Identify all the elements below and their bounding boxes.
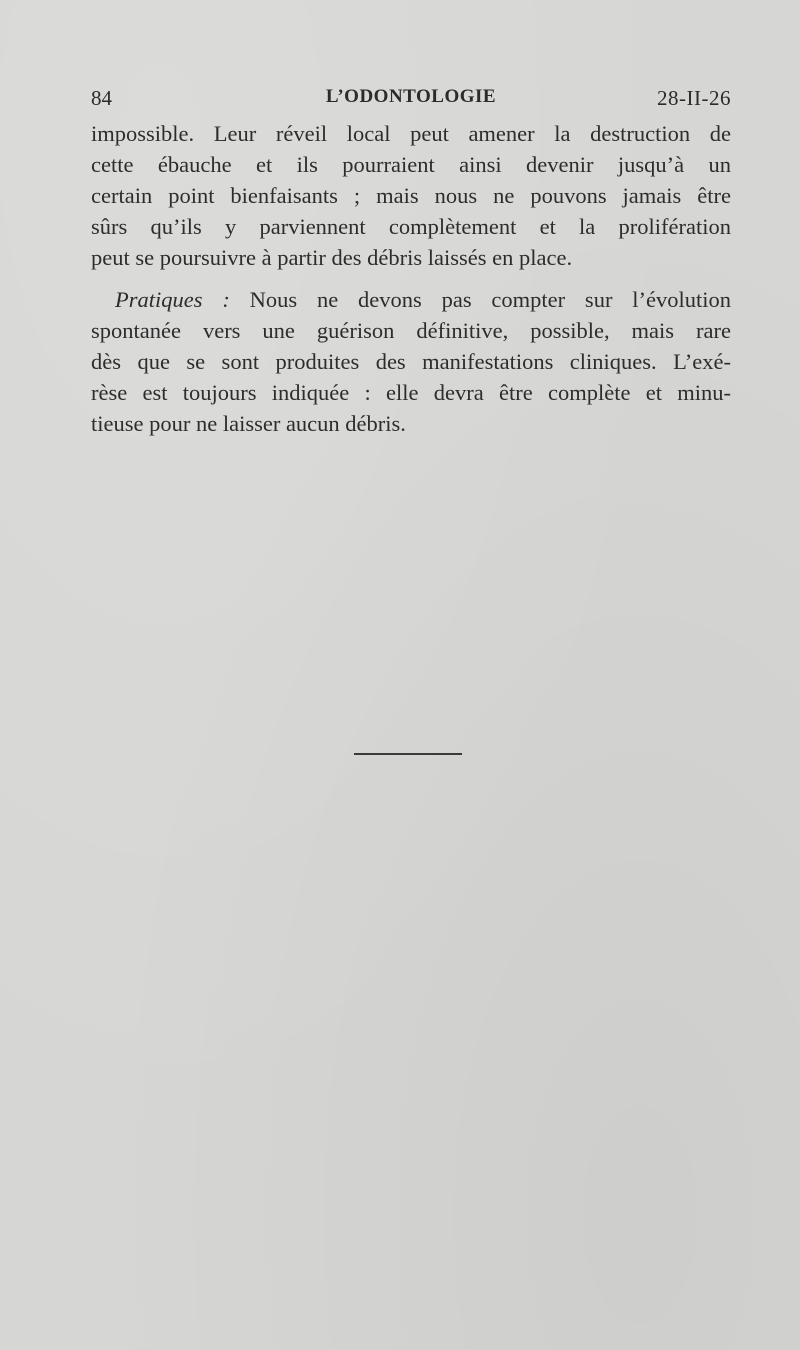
paragraph-1 <box>91 118 731 273</box>
paragraph-lead: Pratiques : <box>115 287 230 312</box>
running-head <box>91 86 731 114</box>
body-text <box>91 118 731 439</box>
issue-date: 28-II-26 <box>657 86 731 110</box>
text-line: spontanée vers une guérison définitive, possible, mais rare <box>91 318 731 343</box>
text-line: dès que se sont produites des manifestations cliniques. L’exé- <box>91 349 731 374</box>
journal-title: L’ODONTOLOGIE <box>325 86 497 107</box>
text-line: peut se poursuivre à partir des débris laissés en place. <box>91 245 573 270</box>
text-line: tieuse pour ne laisser aucun débris. <box>91 411 406 436</box>
text-line <box>91 284 731 315</box>
paragraph-lead-rest: Nous ne devons pas compter sur l’évolution <box>249 287 731 312</box>
end-rule <box>354 753 462 755</box>
text-line: cette ébauche et ils pourraient ainsi devenir jusqu’à un <box>91 152 731 177</box>
page-number: 84 <box>91 86 112 110</box>
text-line: certain point bienfaisants ; mais nous ne pouvons jamais être <box>91 183 731 208</box>
text-line: impossible. Leur réveil local peut amener la destruction de <box>91 121 731 146</box>
text-line: sûrs qu’ils y parviennent complètement et la prolifération <box>91 214 731 239</box>
text-line: rèse est toujours indiquée : elle devra être complète et minu- <box>91 380 731 405</box>
paragraph-2 <box>91 284 731 439</box>
